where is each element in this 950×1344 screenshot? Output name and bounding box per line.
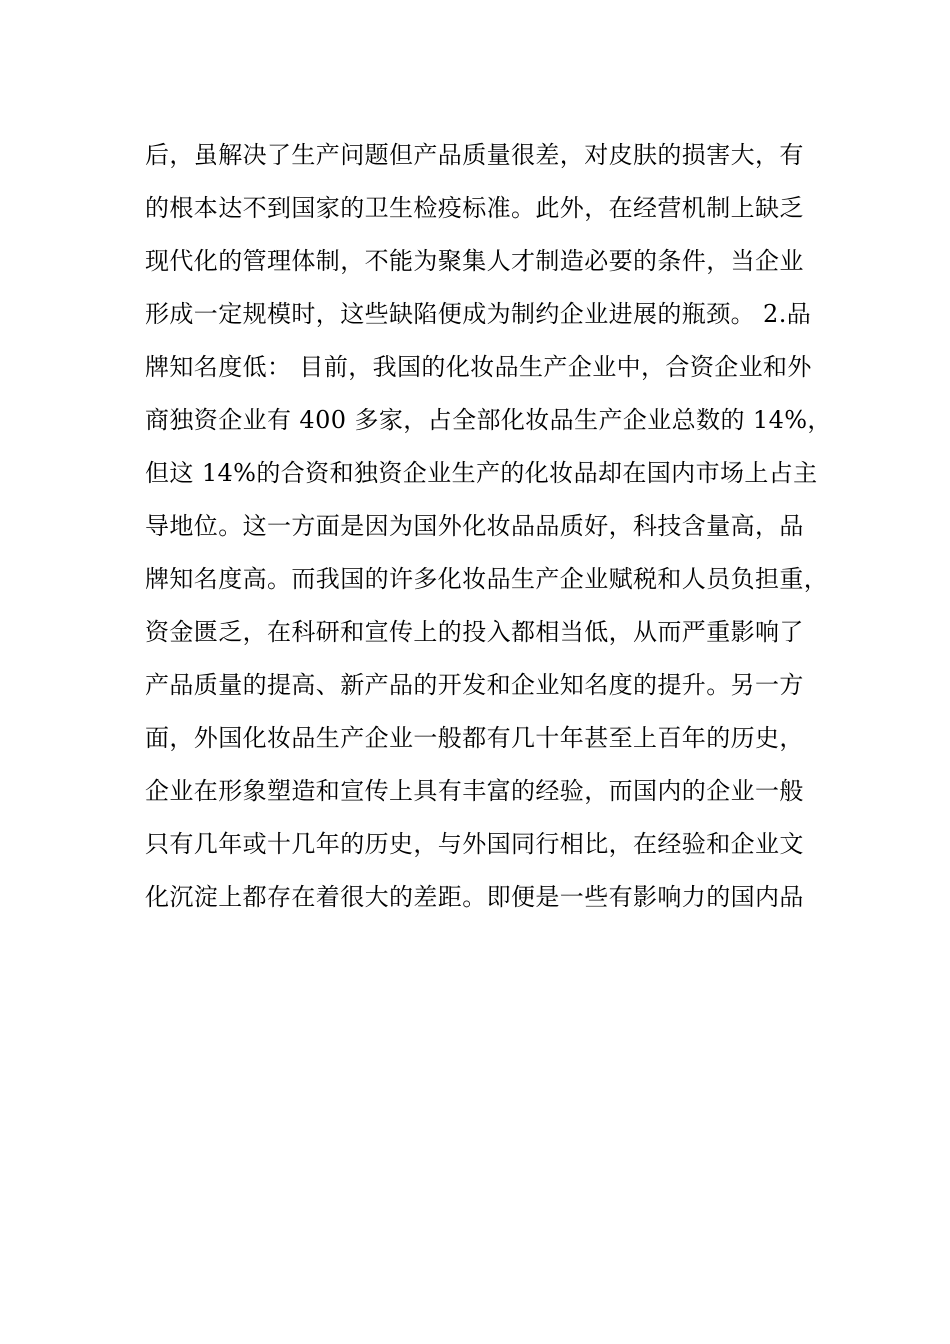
text-line: 化沉淀上都存在着很大的差距。即便是一些有影响力的国内品 bbox=[145, 883, 804, 911]
text-line: 但这 14%的合资和独资企业生产的化妆品却在国内市场上占主 bbox=[145, 459, 818, 487]
text-line: 导地位。这一方面是因为国外化妆品品质好，科技含量高，品 bbox=[145, 512, 804, 540]
text-line: 牌知名度低： 目前，我国的化妆品生产企业中，合资企业和外 bbox=[145, 353, 812, 381]
text-line: 现代化的管理体制，不能为聚集人才制造必要的条件，当企业 bbox=[145, 247, 804, 275]
text-line: 商独资企业有 400 多家，占全部化妆品生产企业总数的 14%， bbox=[145, 406, 832, 434]
text-line: 的根本达不到国家的卫生检疫标准。此外，在经营机制上缺乏 bbox=[145, 194, 804, 222]
text-line: 牌知名度高。而我国的许多化妆品生产企业赋税和人员负担重， bbox=[145, 565, 829, 593]
text-line: 资金匮乏，在科研和宣传上的投入都相当低，从而严重影响了 bbox=[145, 618, 804, 646]
body-text bbox=[145, 129, 835, 924]
text-line: 后，虽解决了生产问题但产品质量很差，对皮肤的损害大，有 bbox=[145, 141, 804, 169]
text-line: 产品质量的提高、新产品的开发和企业知名度的提升。另一方 bbox=[145, 671, 804, 699]
text-line: 只有几年或十几年的历史，与外国同行相比，在经验和企业文 bbox=[145, 830, 804, 858]
text-line: 企业在形象塑造和宣传上具有丰富的经验，而国内的企业一般 bbox=[145, 777, 804, 805]
text-line: 面，外国化妆品生产企业一般都有几十年甚至上百年的历史， bbox=[145, 724, 804, 752]
text-line: 形成一定规模时，这些缺陷便成为制约企业进展的瓶颈。 2.品 bbox=[145, 300, 812, 328]
